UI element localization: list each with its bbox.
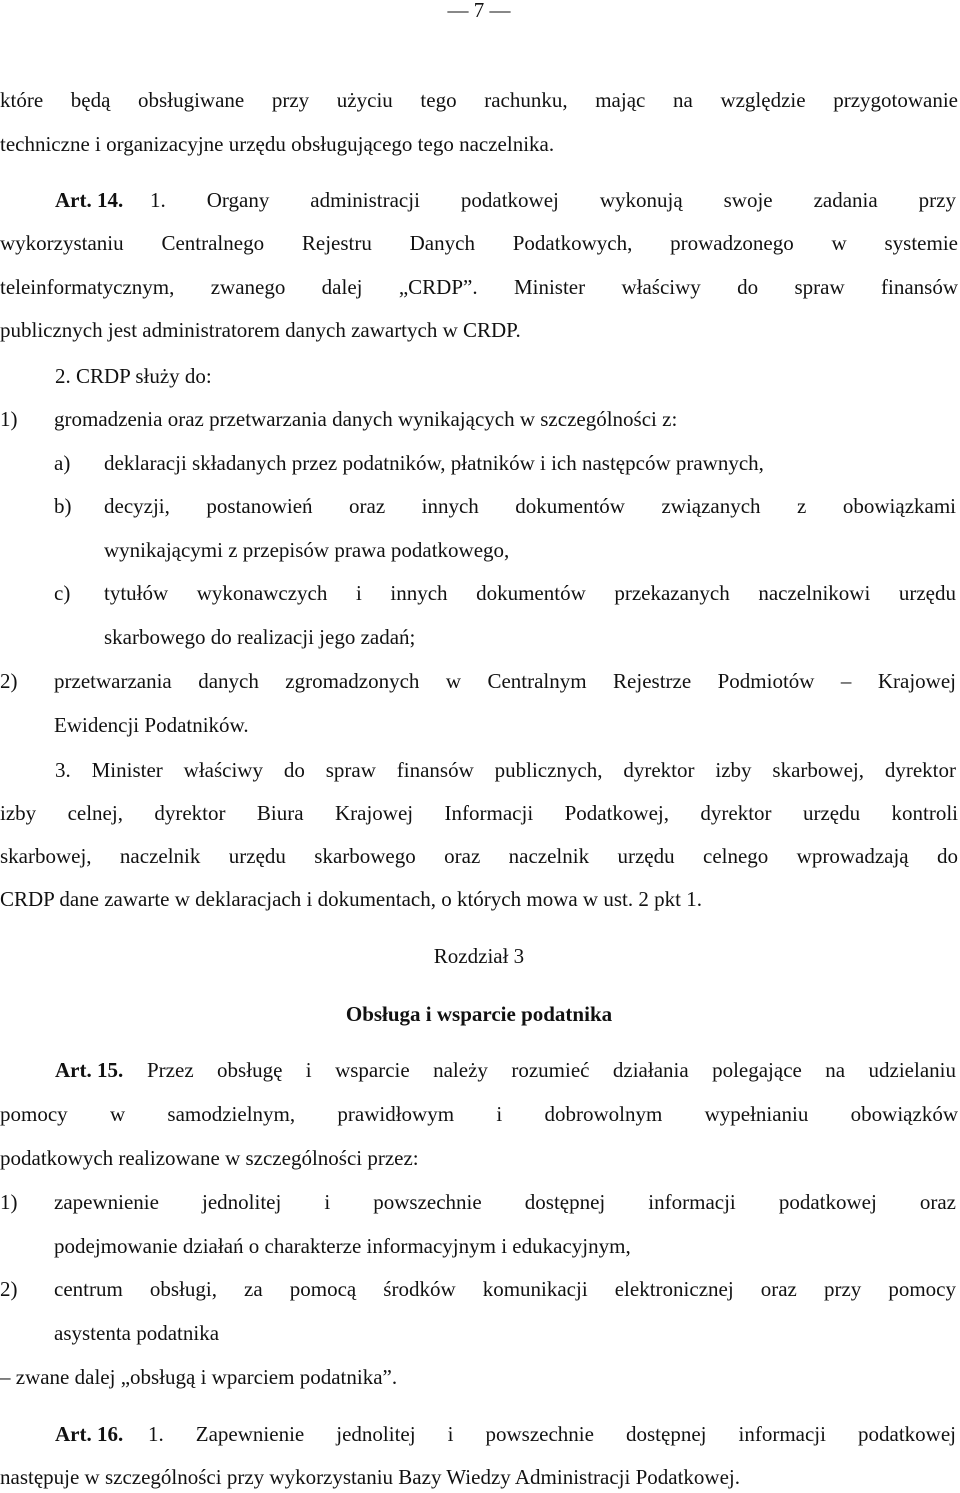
closing-line: – zwane dalej „obsługą i wparciem podatnika”. — [0, 1365, 398, 1389]
sublist-item — [0, 449, 958, 477]
paragraph-line: następuje w szczególności przy wykorzystaniu Bazy Wiedzy Administracji Podatkowej. — [0, 1465, 740, 1489]
paragraph-text: 3. Minister właściwy do spraw finansów publicznych, dyrektor izby skarbowej, dyrektor — [55, 758, 956, 782]
paragraph-line: techniczne i organizacyjne urzędu obsługującego tego naczelnika. — [0, 132, 555, 156]
paragraph-line: izby celnej, dyrektor Biura Krajowej Informacji Podatkowej, dyrektor urzędu kontroli — [0, 801, 958, 825]
article-label: Art. 14. — [55, 188, 124, 212]
page-number: — 7 — — [447, 0, 511, 22]
paragraph-line: podatkowych realizowane w szczególności przez: — [0, 1146, 419, 1170]
sublist-letter: a) — [54, 451, 71, 475]
list-text: zapewnienie jednolitej i powszechnie dostępnej informacji podatkowej oraz — [54, 1190, 956, 1214]
list-text-continued: Ewidencji Podatników. — [54, 713, 249, 737]
list-number: 2) — [0, 1277, 18, 1301]
art15-first-line — [0, 1056, 958, 1084]
list-item — [0, 405, 958, 433]
paragraph-line: które będą obsługiwane przy użyciu tego rachunku, mając na względzie przygotowanie — [0, 88, 958, 112]
list-number: 2) — [0, 669, 18, 693]
paragraph-line: pomocy w samodzielnym, prawidłowym i dobrowolnym wypełnianiu obowiązków — [0, 1102, 958, 1126]
list-text-continued: podejmowanie działań o charakterze informacyjnym i edukacyjnym, — [54, 1234, 631, 1258]
paragraph-text: 1. Zapewnienie jednolitej i powszechnie dostępnej informacji podatkowej — [148, 1422, 956, 1446]
sublist-text-continued: skarbowego do realizacji jego zadań; — [104, 625, 416, 649]
paragraph-line: CRDP dane zawarte w deklaracjach i dokumentach, o których mowa w ust. 2 pkt 1. — [0, 887, 702, 911]
list-number: 1) — [0, 407, 18, 431]
sublist-letter: b) — [54, 494, 72, 518]
sublist-item — [0, 492, 958, 520]
article-label: Art. 16. — [55, 1422, 124, 1446]
paragraph-line: wykorzystaniu Centralnego Rejestru Danych Podatkowych, prowadzonego w systemie — [0, 231, 958, 255]
ust3-first-line — [0, 756, 958, 784]
sublist-text: deklaracji składanych przez podatników, płatników i ich następców prawnych, — [104, 451, 764, 475]
art14-ust1-first-line — [0, 186, 958, 214]
sublist-text: tytułów wykonawczych i innych dokumentów przekazanych naczelnikowi urzędu — [104, 581, 956, 605]
paragraph-line: publicznych jest administratorem danych zawartych w CRDP. — [0, 318, 521, 342]
sublist-item — [0, 579, 958, 607]
paragraph-text: 1. Organy administracji podatkowej wykonują swoje zadania przy — [150, 188, 956, 212]
list-text: gromadzenia oraz przetwarzania danych wynikających w szczególności z: — [54, 407, 678, 431]
list-text-continued: asystenta podatnika — [54, 1321, 220, 1345]
list-text: przetwarzania danych zgromadzonych w Centralnym Rejestrze Podmiotów – Krajowej — [54, 669, 956, 693]
paragraph-text: Przez obsługę i wsparcie należy rozumieć działania polegające na udzielaniu — [147, 1058, 956, 1082]
list-item — [0, 1275, 958, 1303]
paragraph-line: teleinformatycznym, zwanego dalej „CRDP”. Minister właściwy do spraw finansów — [0, 275, 958, 299]
list-text: centrum obsługi, za pomocą środków komunikacji elektronicznej oraz przy pomocy — [54, 1277, 956, 1301]
list-item — [0, 667, 958, 695]
art16-first-line — [0, 1420, 958, 1448]
sublist-text-continued: wynikającymi z przepisów prawa podatkowego, — [104, 538, 510, 562]
list-number: 1) — [0, 1190, 18, 1214]
article-label: Art. 15. — [55, 1058, 124, 1082]
paragraph-line: skarbowej, naczelnik urzędu skarbowego oraz naczelnik urzędu celnego wprowadzają do — [0, 844, 958, 868]
list-item — [0, 1188, 958, 1216]
sublist-letter: c) — [54, 581, 71, 605]
chapter-number: Rozdział 3 — [433, 944, 525, 968]
sublist-text: decyzji, postanowień oraz innych dokumentów związanych z obowiązkami — [104, 494, 956, 518]
chapter-title: Obsługa i wsparcie podatnika — [345, 1002, 613, 1026]
ust2-intro: 2. CRDP służy do: — [55, 364, 212, 388]
